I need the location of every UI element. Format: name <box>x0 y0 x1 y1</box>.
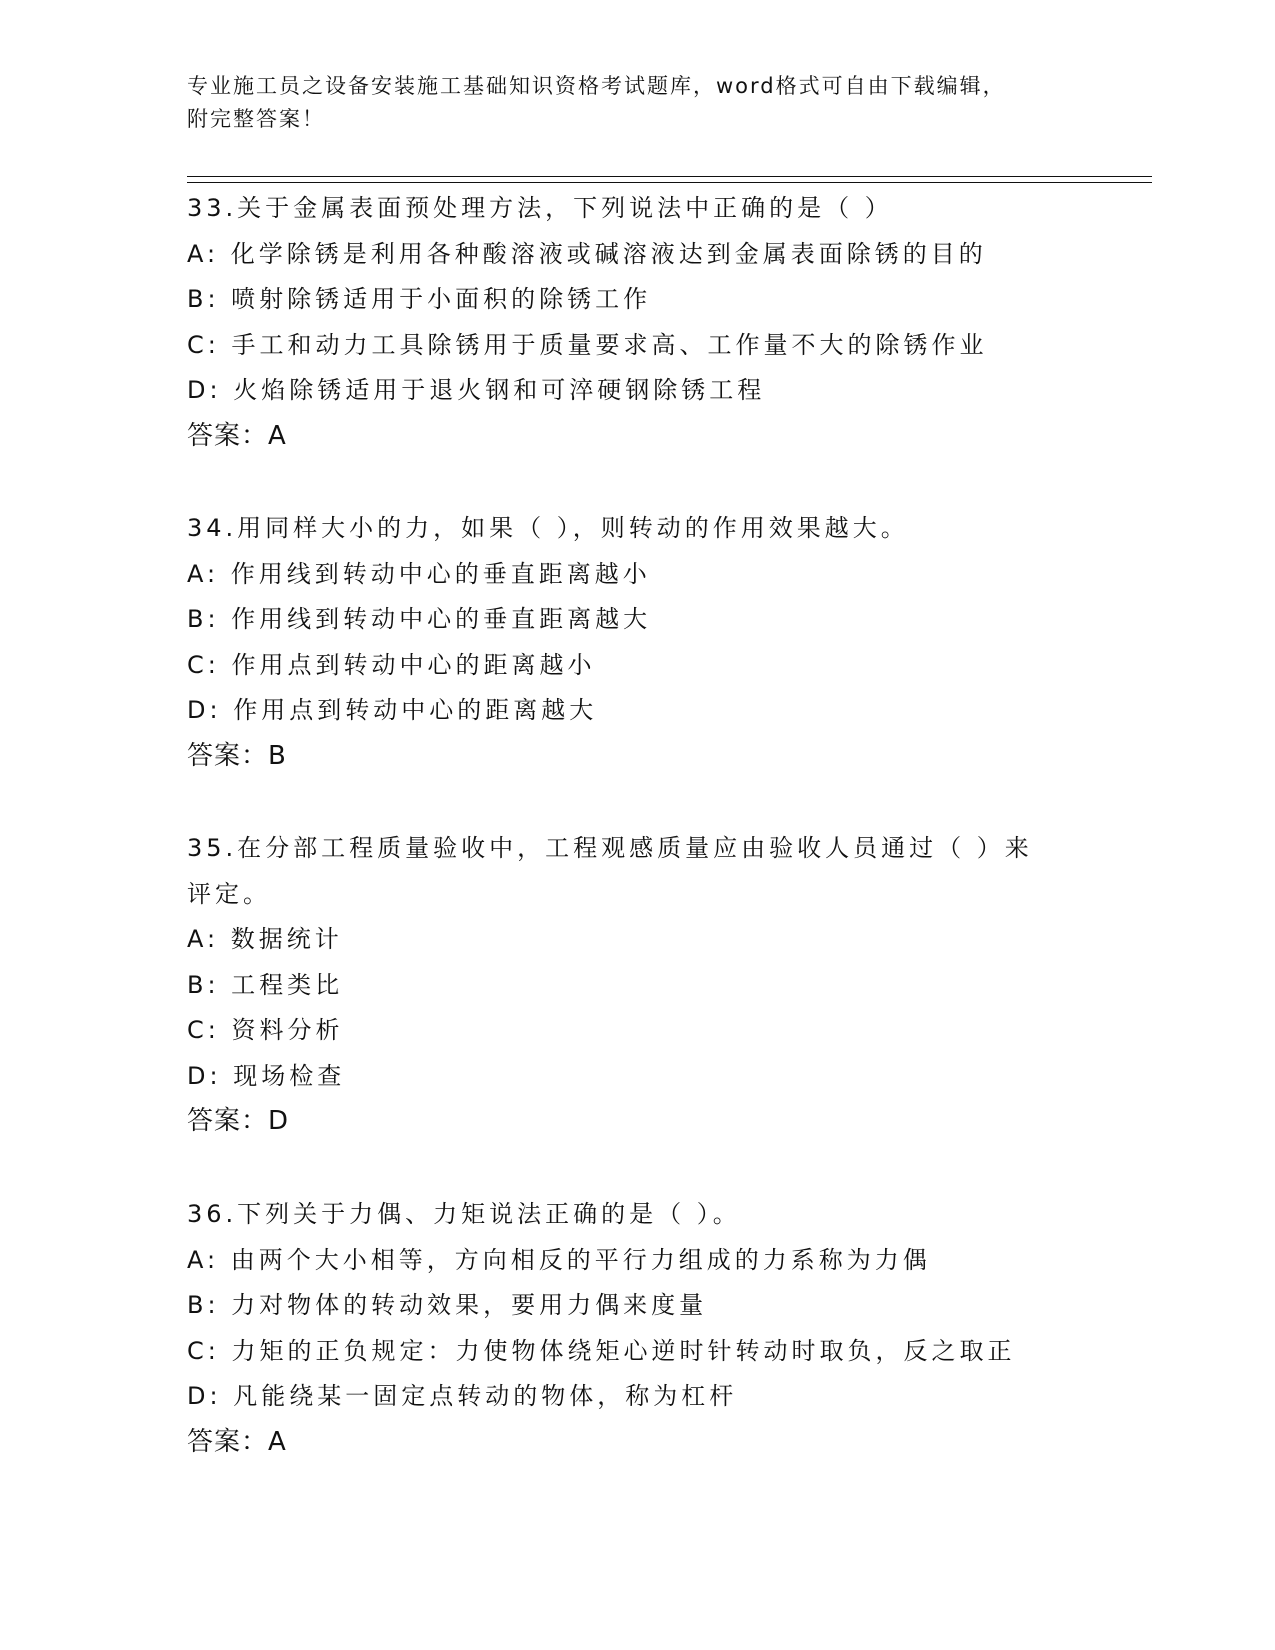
option-c: C: 力矩的正负规定：力使物体绕矩心逆时针转动时取负，反之取正 <box>187 1336 1016 1365</box>
answer: 答案：A <box>187 1426 287 1457</box>
option-d: D: 现场检查 <box>187 1061 346 1090</box>
option-b: B: 作用线到转动中心的垂直距离越大 <box>187 605 652 633</box>
answer: 答案：D <box>187 1106 290 1136</box>
question-35 <box>187 826 1087 1145</box>
header-line-2: 附完整答案！ <box>187 107 325 131</box>
answer: 答案：A <box>187 420 287 451</box>
option-c: C: 作用点到转动中心的距离越小 <box>187 650 596 679</box>
question-stem: 33.关于金属表面预处理方法，下列说法中正确的是（ ） <box>187 194 893 222</box>
header-divider-top <box>187 176 1152 177</box>
answer: 答案：B <box>187 740 287 771</box>
question-33 <box>187 186 1087 459</box>
option-d: D: 凡能绕某一固定点转动的物体，称为杠杆 <box>187 1382 738 1410</box>
option-d: D: 火焰除锈适用于退火钢和可淬硬钢除锈工程 <box>187 376 766 404</box>
option-a: A: 数据统计 <box>187 925 343 953</box>
option-c: C: 资料分析 <box>187 1016 344 1044</box>
question-36 <box>187 1192 1087 1465</box>
header-divider-bottom <box>187 182 1152 183</box>
option-a: A: 由两个大小相等，方向相反的平行力组成的力系称为力偶 <box>187 1245 931 1274</box>
option-a: A: 作用线到转动中心的垂直距离越小 <box>187 559 651 588</box>
question-34 <box>187 506 1087 779</box>
option-b: B: 喷射除锈适用于小面积的除锈工作 <box>187 285 652 313</box>
option-b: B: 工程类比 <box>187 970 344 999</box>
question-stem: 36.下列关于力偶、力矩说法正确的是（ ）。 <box>187 1200 741 1228</box>
option-d: D: 作用点到转动中心的距离越大 <box>187 696 598 724</box>
question-stem: 34.用同样大小的力，如果（ ），则转动的作用效果越大。 <box>187 514 909 542</box>
question-stem: 35.在分部工程质量验收中，工程观感质量应由验收人员通过（ ）来 <box>187 834 1033 862</box>
question-stem-continued: 评定。 <box>187 879 271 908</box>
header-line-1: 专业施工员之设备安装施工基础知识资格考试题库，word格式可自由下载编辑， <box>187 74 1006 98</box>
option-a: A: 化学除锈是利用各种酸溶液或碱溶液达到金属表面除锈的目的 <box>187 239 987 268</box>
document-header <box>187 70 1067 136</box>
option-c: C: 手工和动力工具除锈用于质量要求高、工作量不大的除锈作业 <box>187 330 988 359</box>
option-b: B: 力对物体的转动效果，要用力偶来度量 <box>187 1291 708 1319</box>
